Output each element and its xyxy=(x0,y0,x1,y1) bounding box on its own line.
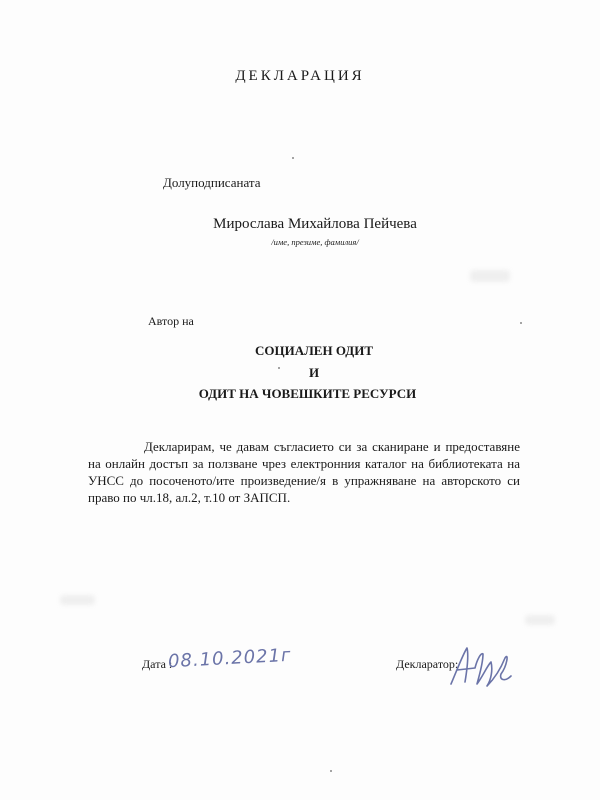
undersigned-label: Долуподписаната xyxy=(163,175,261,190)
author-label: Автор на xyxy=(148,314,194,328)
document-title: ДЕКЛАРАЦИЯ xyxy=(235,68,365,84)
scan-speck xyxy=(292,157,294,159)
declaration-body: Декларирам, че давам съгласието си за сканиране и предоставяне на онлайн достъп за ползване чрез електронния каталог на библиотеката на УНСС до посоченото/ите произведение/я в упражняване на авторското си право по чл.18, ал.2, т.10 от ЗАПСП. xyxy=(88,439,520,505)
scan-smudge xyxy=(60,595,95,605)
work-title-line-3: ОДИТ НА ЧОВЕШКИТЕ РЕСУРСИ xyxy=(198,386,417,401)
scan-smudge xyxy=(470,270,510,282)
work-title-line-2: И xyxy=(308,365,320,380)
date-label: Дата : xyxy=(142,657,173,671)
work-title-line-1: СОЦИАЛЕН ОДИТ xyxy=(254,343,374,358)
signer-name: Мирослава Михайлова Пейчева xyxy=(213,216,417,232)
declarant-label: Декларатор: xyxy=(396,657,459,671)
scan-smudge xyxy=(525,615,555,625)
handwritten-date: 08.10.2021г xyxy=(167,644,292,673)
scan-speck xyxy=(330,770,332,772)
name-caption: /име, презиме, фамилия/ xyxy=(271,237,359,247)
scan-speck xyxy=(520,322,522,324)
signature-image xyxy=(447,640,517,690)
